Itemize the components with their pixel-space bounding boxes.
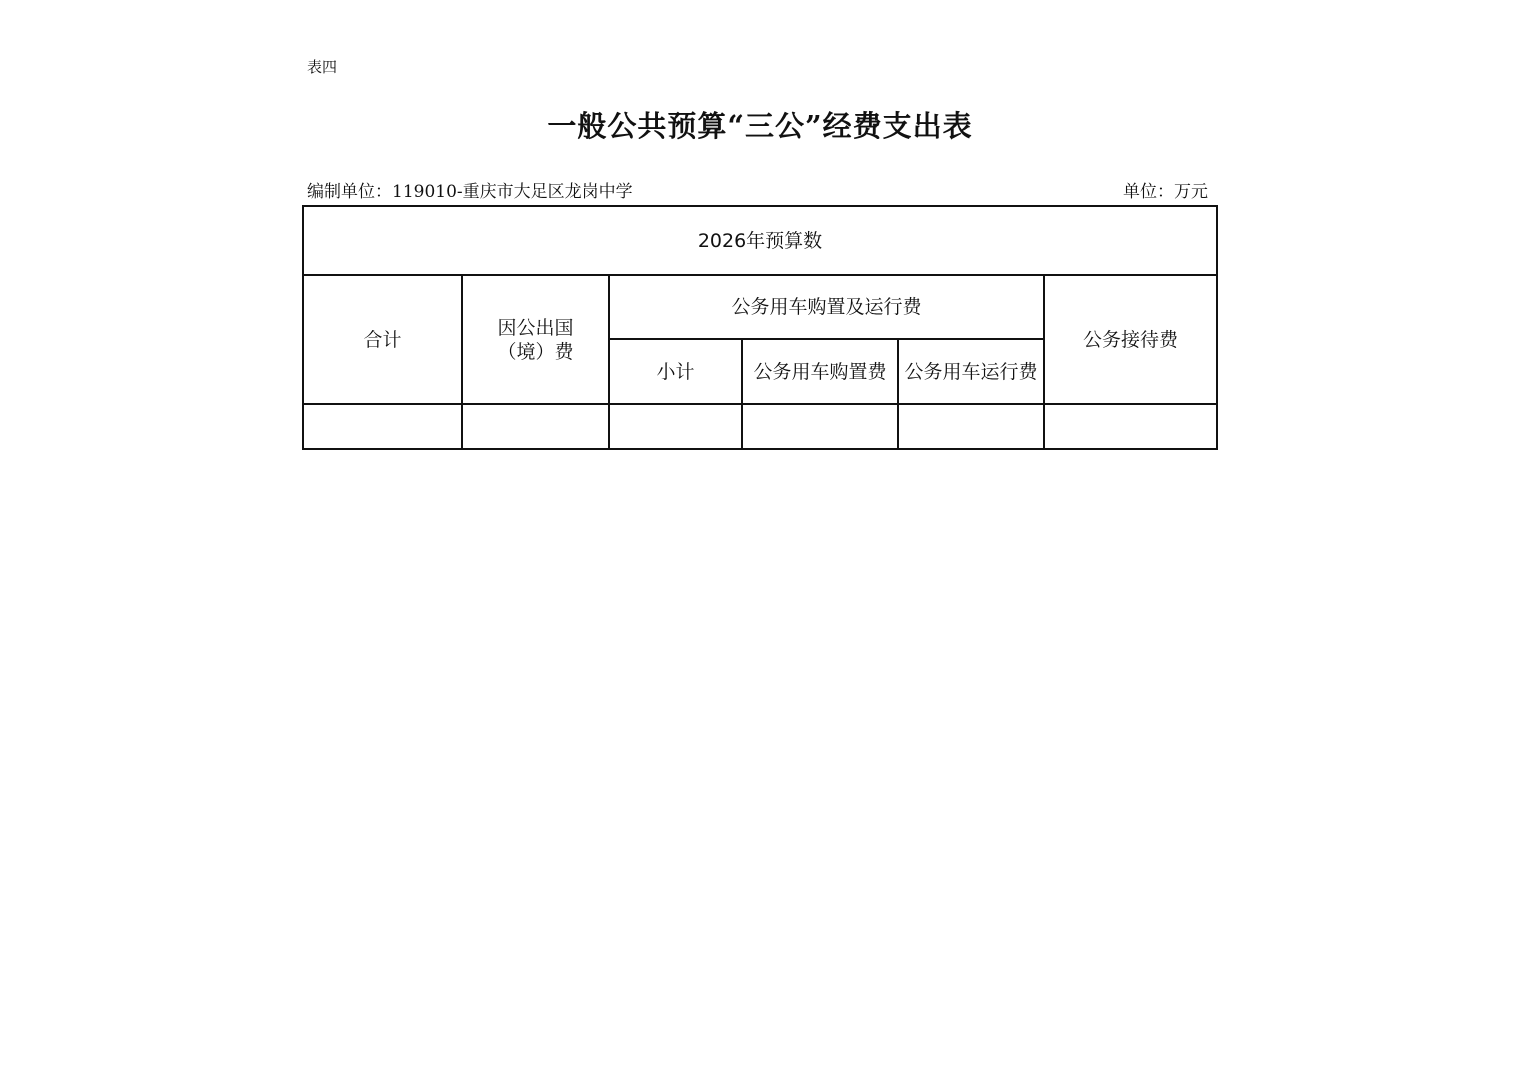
cell-reception bbox=[1044, 404, 1217, 449]
header-vehicle-subtotal: 小计 bbox=[609, 339, 742, 404]
cell-vehicle-operation bbox=[898, 404, 1044, 449]
header-abroad bbox=[462, 275, 609, 404]
meta-row bbox=[307, 177, 1215, 201]
header-abroad-label: 因公出国（境）费 bbox=[497, 316, 574, 363]
header-year-cell: 2026年预算数 bbox=[303, 206, 1217, 275]
table-number: 表四 bbox=[307, 58, 338, 76]
budget-table bbox=[302, 205, 1218, 450]
unit-label: 单位：万元 bbox=[1123, 182, 1208, 202]
page-title: 一般公共预算“三公”经费支出表 bbox=[547, 109, 973, 143]
header-reception: 公务接待费 bbox=[1044, 275, 1217, 404]
compiling-unit: 编制单位：119010-重庆市大足区龙岗中学 bbox=[307, 182, 633, 202]
cell-total bbox=[303, 404, 462, 449]
header-row-columns bbox=[303, 275, 1217, 339]
cell-vehicle-subtotal bbox=[609, 404, 742, 449]
header-row-year bbox=[303, 206, 1217, 275]
cell-vehicle-purchase bbox=[742, 404, 898, 449]
cell-abroad bbox=[462, 404, 609, 449]
header-total: 合计 bbox=[303, 275, 462, 404]
table-row bbox=[303, 404, 1217, 449]
header-vehicle-operation: 公务用车运行费 bbox=[898, 339, 1044, 404]
header-vehicle-purchase: 公务用车购置费 bbox=[742, 339, 898, 404]
header-vehicle-group: 公务用车购置及运行费 bbox=[609, 275, 1044, 339]
